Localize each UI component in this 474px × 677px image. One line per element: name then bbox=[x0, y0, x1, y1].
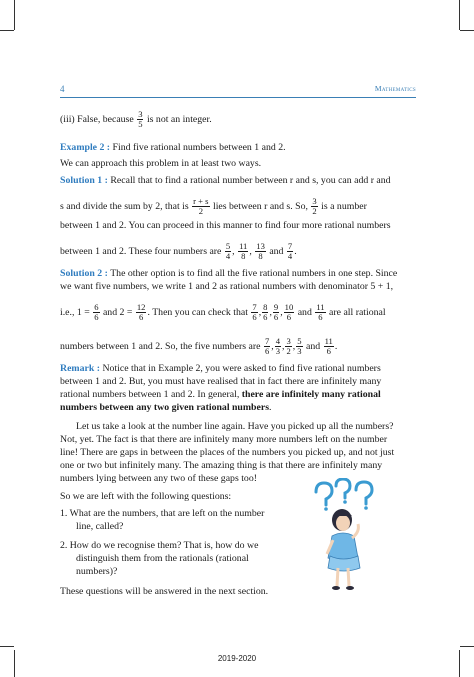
text: and bbox=[297, 306, 312, 318]
numerator: 12 bbox=[136, 302, 146, 312]
denominator: 6 bbox=[318, 312, 323, 322]
text: is a number bbox=[321, 200, 367, 212]
text-line: between 1 and 2. These four numbers are $\frac{5}{4}$ , $\frac{11}{8}$ , $\frac{13}{8}$ and $\frac{7}{4}$ . bbox=[60, 241, 297, 261]
fraction bbox=[324, 337, 334, 356]
fraction bbox=[275, 337, 281, 356]
text-line: numbers lying between any two of these gaps too! bbox=[60, 473, 257, 484]
text-line: line! There are gaps in between the places of the numbers you picked up, and not just bbox=[60, 447, 395, 458]
denominator: 4 bbox=[287, 251, 293, 261]
fraction bbox=[251, 303, 257, 322]
numerator: 4 bbox=[275, 336, 281, 346]
girl-thinking-illustration bbox=[300, 478, 390, 594]
list-item-cont: distinguish them from the rationals (rational bbox=[76, 553, 249, 564]
fraction bbox=[137, 110, 143, 129]
numerator: 5 bbox=[297, 336, 302, 346]
text: . bbox=[269, 402, 272, 413]
header-rule bbox=[60, 97, 416, 98]
text-line bbox=[60, 110, 212, 129]
denominator: 6 bbox=[94, 312, 99, 322]
page-header bbox=[60, 84, 416, 96]
text: i.e., 1 = bbox=[60, 306, 90, 318]
remark-label: Remark : bbox=[60, 363, 100, 374]
numerator: 8 bbox=[263, 302, 268, 312]
text-line: we want five numbers, we write 1 and 2 as rational numbers with denominator 5 + 1, bbox=[60, 281, 394, 292]
numerator: 6 bbox=[94, 302, 99, 312]
text: Recall that to find a rational number between r and s, you can add r and bbox=[107, 175, 391, 186]
text-line: These questions will be answered in the next section. bbox=[60, 586, 269, 597]
numerator: 9 bbox=[273, 302, 279, 312]
fraction bbox=[273, 303, 279, 322]
denominator: 4 bbox=[225, 251, 231, 261]
text: between 1 and 2. These four numbers are bbox=[60, 245, 222, 257]
page-number: 4 bbox=[60, 84, 65, 94]
numerator: 7 bbox=[287, 241, 293, 251]
text-line bbox=[60, 402, 271, 414]
text: . Then you can check that bbox=[147, 306, 248, 318]
numerator: 13 bbox=[256, 241, 265, 251]
denominator: 6 bbox=[273, 312, 279, 322]
fraction bbox=[192, 197, 209, 216]
denominator: 3 bbox=[297, 346, 302, 356]
numerator: 5 bbox=[225, 241, 231, 251]
text: s and divide the sum by 2, that is bbox=[60, 200, 189, 212]
text-line: i.e., 1 = $\frac{6}{6}$ and 2 = $\frac{12}{6}$ . Then you can check that $\frac{7}{6}$ , $\frac{8}{6}$ , $\frac{9}{6}$ , $\frac{10}{6}$ and $\frac{11}{6}$ are all rational bbox=[60, 302, 386, 322]
fraction bbox=[287, 242, 293, 261]
denominator: 2 bbox=[198, 206, 203, 216]
numerator: 7 bbox=[264, 336, 270, 346]
text: numbers between 1 and 2. So, the five numbers are bbox=[60, 340, 261, 352]
denominator: 2 bbox=[286, 346, 291, 356]
crop-mark bbox=[460, 30, 474, 31]
text: is not an integer. bbox=[146, 113, 212, 125]
text: lies between r and s. So, bbox=[212, 200, 308, 212]
text-line: one or two but infinitely many. The amazing thing is that there are infinitely many bbox=[60, 460, 383, 471]
numerator: 3 bbox=[312, 196, 317, 206]
numerator: 11 bbox=[239, 241, 248, 251]
text: and bbox=[269, 245, 284, 257]
solution-label: Solution 2 : bbox=[60, 268, 108, 279]
numerator: r + s bbox=[193, 196, 209, 206]
list-item-cont: line, called? bbox=[76, 521, 124, 532]
text-line: between 1 and 2. You can proceed in this manner to find four more rational numbers bbox=[60, 220, 391, 231]
fraction bbox=[225, 242, 231, 261]
fraction bbox=[238, 242, 248, 261]
denominator: 6 bbox=[286, 312, 292, 322]
denominator: 5 bbox=[138, 119, 143, 129]
text: Notice that in Example 2, you were asked to find five rational numbers bbox=[100, 363, 381, 374]
fraction bbox=[136, 303, 147, 322]
list-item: 2. How do we recognise them? That is, how do we bbox=[60, 540, 259, 551]
list-item-cont: numbers)? bbox=[76, 566, 118, 577]
numerator: 3 bbox=[286, 336, 291, 346]
fraction bbox=[264, 337, 270, 356]
text: The other option is to find all the five rational numbers in one step. Since bbox=[107, 268, 398, 279]
denominator: 8 bbox=[258, 251, 263, 261]
numerator: 7 bbox=[252, 302, 257, 312]
text: are all rational bbox=[329, 306, 386, 318]
numerator: 3 bbox=[138, 109, 143, 119]
bold-text: numbers between any two given rational numbers bbox=[60, 402, 270, 413]
text-line: Let us take a look at the number line again. Have you picked up all the numbers? bbox=[76, 421, 394, 432]
text: (iii) False, because bbox=[60, 113, 134, 125]
text-line: We can approach this problem in at least two ways. bbox=[60, 158, 262, 169]
example-heading bbox=[60, 142, 286, 154]
fraction bbox=[285, 337, 291, 356]
denominator: 6 bbox=[264, 346, 270, 356]
text-line: Not, yet. The fact is that there are infinitely many more numbers left on the number bbox=[60, 434, 388, 445]
fraction bbox=[311, 197, 317, 216]
crop-mark bbox=[0, 646, 14, 647]
solution-label: Solution 1 : bbox=[60, 175, 108, 186]
numerator: 10 bbox=[284, 302, 294, 312]
fraction bbox=[255, 242, 266, 261]
text-line: So we are left with the following questions: bbox=[60, 491, 232, 502]
text: and bbox=[305, 340, 321, 352]
denominator: 2 bbox=[312, 206, 317, 216]
denominator: 8 bbox=[241, 251, 246, 261]
denominator: 6 bbox=[263, 312, 268, 322]
text-line: numbers between 1 and 2. So, the five numbers are $\frac{7}{6}$ , $\frac{4}{3}$ , $\frac{3}{2}$ , $\frac{5}{3}$ and $\frac{11}{6}$ . bbox=[60, 336, 338, 356]
numerator: 11 bbox=[316, 302, 325, 312]
text: Find five rational numbers between 1 and 2. bbox=[110, 142, 286, 153]
crop-mark bbox=[459, 0, 460, 30]
example-label: Example 2 : bbox=[60, 142, 111, 153]
denominator: 6 bbox=[139, 312, 144, 322]
fraction bbox=[93, 303, 99, 322]
fraction bbox=[284, 303, 295, 322]
denominator: 6 bbox=[252, 312, 257, 322]
text-line: between 1 and 2. But, you must have realised that in fact there are infinitely many bbox=[60, 376, 382, 387]
solution-heading bbox=[60, 268, 397, 280]
crop-mark bbox=[0, 30, 14, 31]
denominator: 6 bbox=[326, 346, 331, 356]
remark-heading bbox=[60, 363, 381, 375]
text: and 2 = bbox=[102, 306, 133, 318]
text-line bbox=[60, 197, 367, 216]
fraction bbox=[262, 303, 268, 322]
solution-heading bbox=[60, 175, 391, 187]
fraction bbox=[296, 337, 302, 356]
crop-mark bbox=[14, 0, 15, 30]
text: rational numbers between 1 and 2. In general, bbox=[60, 389, 240, 400]
fraction bbox=[315, 303, 325, 322]
numerator: 11 bbox=[324, 336, 333, 346]
page-title: Mathematics bbox=[374, 84, 416, 93]
bold-text: there are infinitely many rational bbox=[239, 389, 381, 400]
denominator: 3 bbox=[275, 346, 281, 356]
text-line bbox=[60, 389, 381, 401]
list-item: 1. What are the numbers, that are left on the number bbox=[60, 508, 265, 519]
crop-mark bbox=[460, 646, 474, 647]
page-footer: 2019-2020 bbox=[217, 654, 257, 663]
